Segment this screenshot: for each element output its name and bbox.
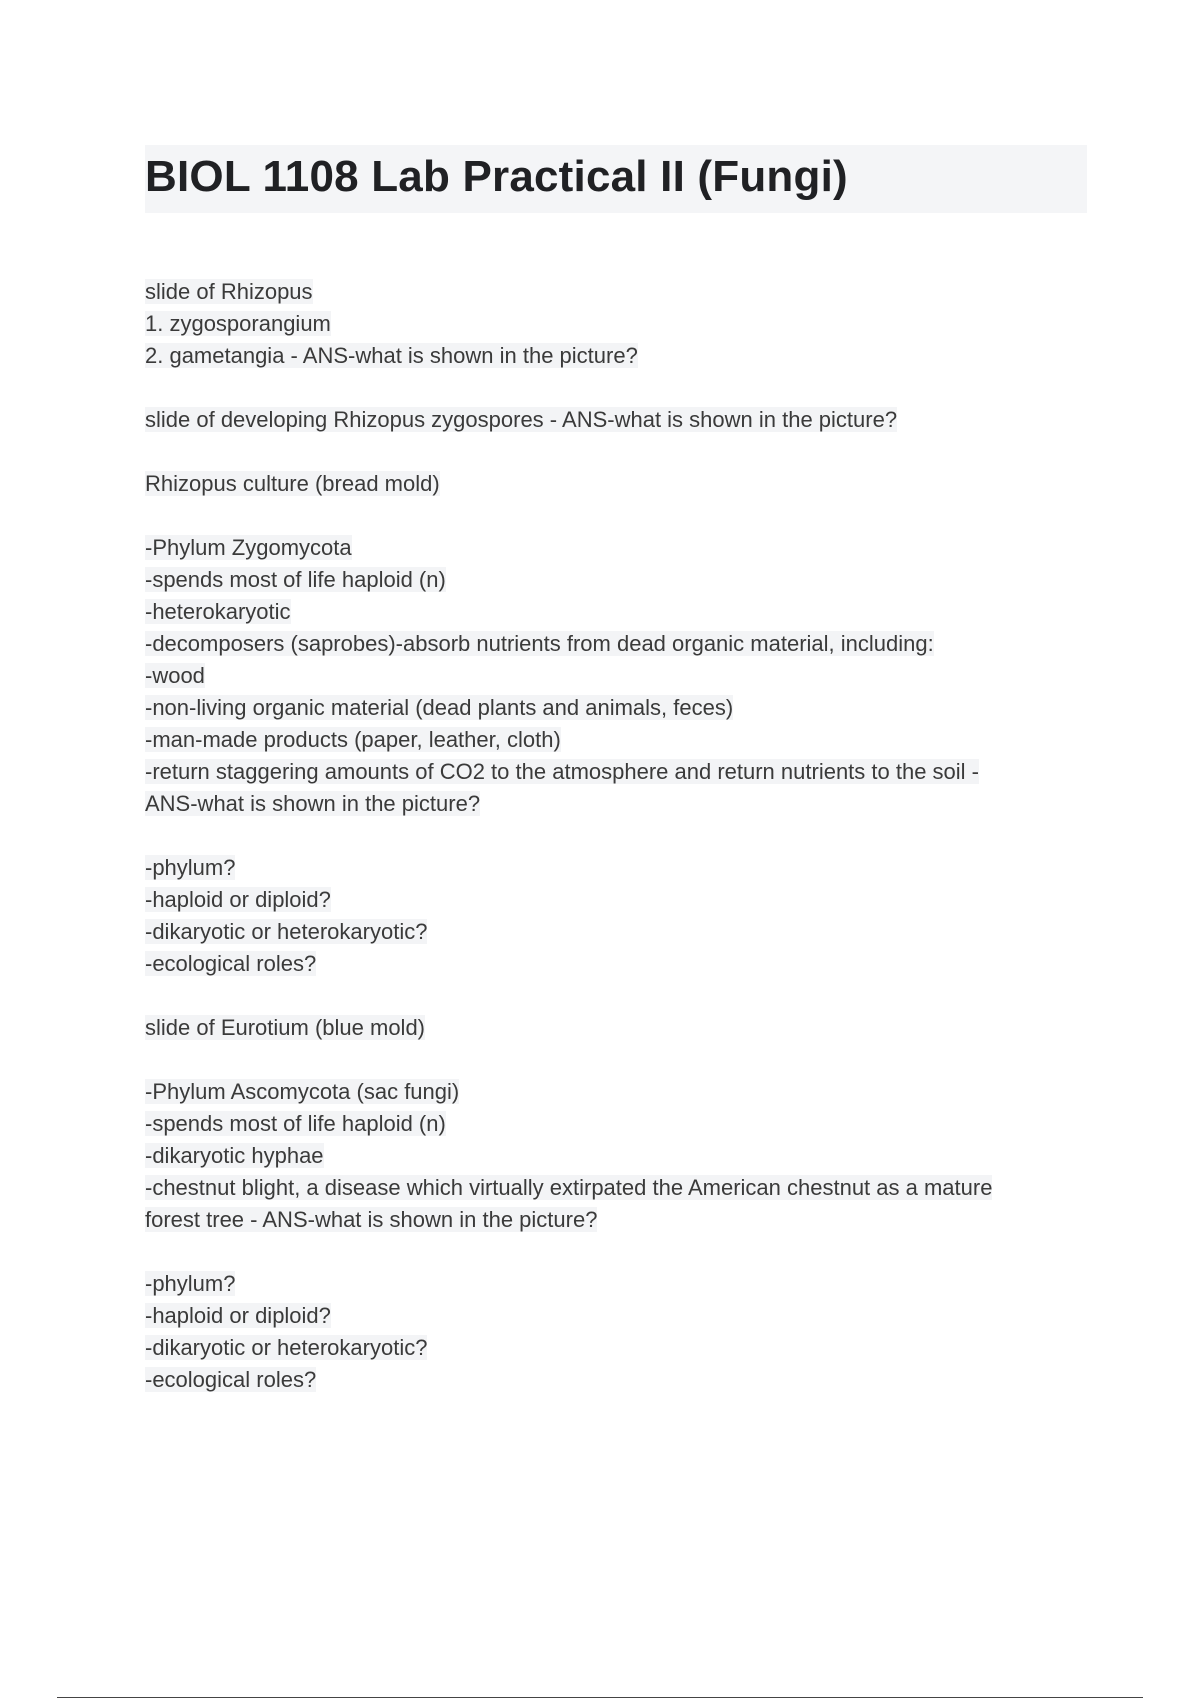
text-line: Rhizopus culture (bread mold) bbox=[145, 471, 440, 496]
text-line: forest tree - ANS-what is shown in the picture? bbox=[145, 1207, 598, 1232]
text-line: -wood bbox=[145, 663, 205, 688]
text-block bbox=[145, 276, 1085, 372]
text-line: -chestnut blight, a disease which virtually extirpated the American chestnut as a mature bbox=[145, 1175, 993, 1200]
footer-divider bbox=[57, 1697, 1143, 1698]
text-block bbox=[145, 532, 1085, 820]
text-block bbox=[145, 852, 1085, 980]
text-line: ANS-what is shown in the picture? bbox=[145, 791, 481, 816]
text-line: -spends most of life haploid (n) bbox=[145, 1111, 446, 1136]
text-line: 2. gametangia - ANS-what is shown in the picture? bbox=[145, 343, 638, 368]
page-title: BIOL 1108 Lab Practical II (Fungi) bbox=[145, 152, 848, 201]
text-line: -ecological roles? bbox=[145, 1367, 317, 1392]
text-block bbox=[145, 468, 1085, 500]
text-block bbox=[145, 1012, 1085, 1044]
text-block bbox=[145, 1076, 1085, 1236]
text-line: 1. zygosporangium bbox=[145, 311, 331, 336]
text-line: -haploid or diploid? bbox=[145, 1303, 331, 1328]
text-line: -Phylum Zygomycota bbox=[145, 535, 352, 560]
text-line: -heterokaryotic bbox=[145, 599, 291, 624]
text-line: slide of developing Rhizopus zygospores - ANS-what is shown in the picture? bbox=[145, 407, 898, 432]
text-line: -dikaryotic or heterokaryotic? bbox=[145, 1335, 428, 1360]
text-line: -Phylum Ascomycota (sac fungi) bbox=[145, 1079, 460, 1104]
text-line: -return staggering amounts of CO2 to the atmosphere and return nutrients to the soil - bbox=[145, 759, 980, 784]
text-line: -phylum? bbox=[145, 855, 236, 880]
text-line: -phylum? bbox=[145, 1271, 236, 1296]
text-line: -dikaryotic or heterokaryotic? bbox=[145, 919, 428, 944]
text-block bbox=[145, 1268, 1085, 1396]
text-line: -decomposers (saprobes)-absorb nutrients from dead organic material, including: bbox=[145, 631, 934, 656]
text-block bbox=[145, 404, 1085, 436]
text-line: -man-made products (paper, leather, cloth) bbox=[145, 727, 561, 752]
text-line: slide of Rhizopus bbox=[145, 279, 313, 304]
text-line: -dikaryotic hyphae bbox=[145, 1143, 324, 1168]
text-line: -ecological roles? bbox=[145, 951, 317, 976]
text-line: -non-living organic material (dead plants and animals, feces) bbox=[145, 695, 734, 720]
text-line: -haploid or diploid? bbox=[145, 887, 331, 912]
document-body bbox=[145, 276, 1085, 1428]
text-line: slide of Eurotium (blue mold) bbox=[145, 1015, 426, 1040]
text-line: -spends most of life haploid (n) bbox=[145, 567, 446, 592]
